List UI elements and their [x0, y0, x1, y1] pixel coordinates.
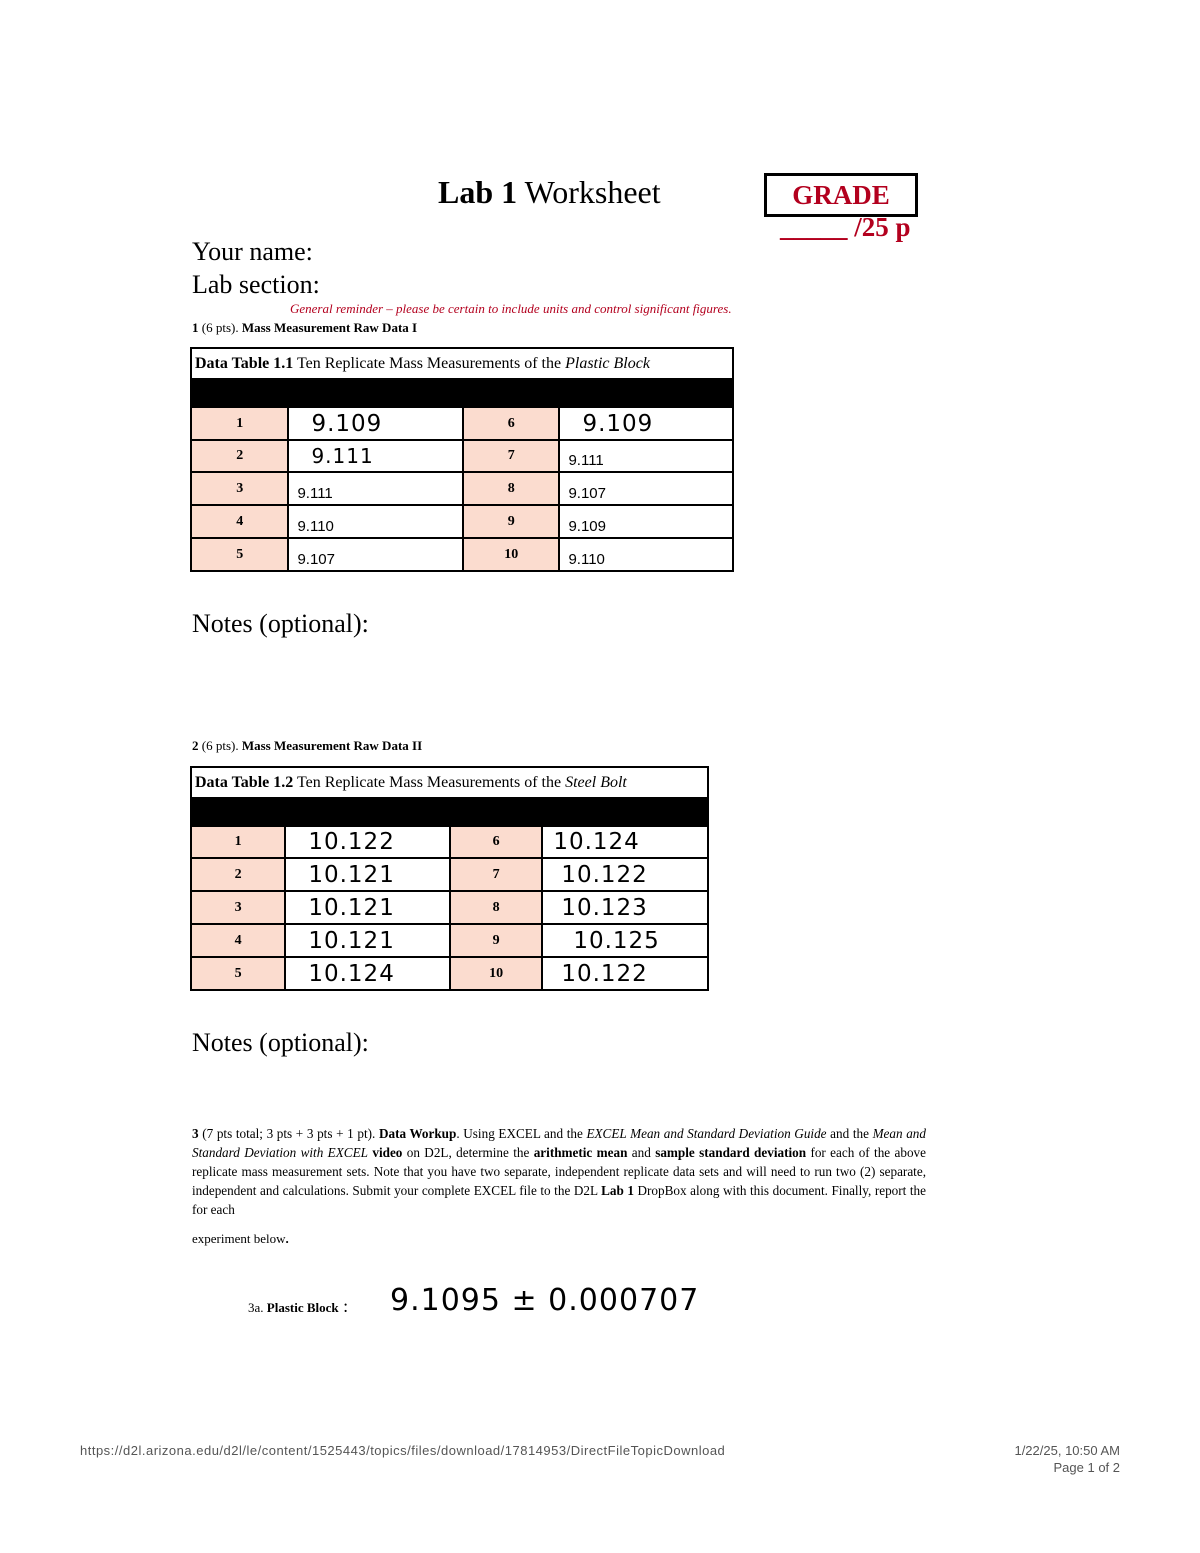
row-number: 9	[463, 505, 560, 538]
q2-heading: 2 (6 pts). Mass Measurement Raw Data II	[192, 738, 423, 753]
grade-points: _____ /25 p	[780, 212, 911, 242]
row-number: 7	[450, 858, 542, 891]
table-row	[191, 505, 733, 538]
mass-value: 10.123	[542, 891, 708, 924]
q3-instructions-tail: experiment below.	[192, 1231, 289, 1246]
table-row	[191, 472, 733, 505]
table-caption: Data Table 1.2 Ten Replicate Mass Measurements of the Steel Bolt	[191, 767, 708, 798]
row-number: 9	[450, 924, 542, 957]
grade-label: GRADE	[792, 179, 890, 210]
row-number: 8	[463, 472, 560, 505]
q3-instructions: 3 (7 pts total; 3 pts + 3 pts + 1 pt). Data Workup. Using EXCEL and the EXCEL Mean and Standard Deviation Guide and the Mean and Standard Deviation with EXCEL video on D2L, determine the arithmetic mean and sample standard deviation for each of the above replicate mass measurement sets. Note that you have two separate, independent replicate data sets and will need to run two (2) separate, independent and calculations. Submit your complete EXCEL file to the D2L Lab 1 DropBox along with this document. Finally, report the for each	[192, 1126, 927, 1217]
mass-value: 10.122	[285, 826, 450, 858]
name-label: Your name:	[192, 237, 313, 266]
q1-notes-label: Notes (optional):	[192, 609, 369, 638]
table-row	[191, 440, 733, 472]
row-number: 1	[191, 407, 288, 440]
q3a-answer: 9.1095 ± 0.000707	[390, 1283, 700, 1318]
row-number: 4	[191, 505, 288, 538]
row-number: 8	[450, 891, 542, 924]
row-number: 1	[191, 826, 285, 858]
footer-page-number: Page 1 of 2	[1053, 1460, 1120, 1475]
mass-value: 9.111	[288, 472, 463, 505]
row-number: 4	[191, 924, 285, 957]
data-table-1-1	[190, 347, 734, 572]
general-reminder: General reminder – please be certain to include units and control significant figures.	[290, 301, 732, 316]
table-row	[191, 407, 733, 440]
page-title: Lab 1 Worksheet	[438, 174, 661, 210]
mass-value: 10.121	[285, 858, 450, 891]
table-header-bar	[191, 798, 708, 826]
row-number: 5	[191, 538, 288, 571]
footer-datetime: 1/22/25, 10:50 AM	[1014, 1443, 1120, 1458]
row-number: 10	[463, 538, 560, 571]
table-row	[191, 858, 708, 891]
mass-value: 9.109	[559, 407, 733, 440]
table-header-bar	[191, 379, 733, 407]
q1-heading: 1 (6 pts). Mass Measurement Raw Data I	[192, 320, 418, 335]
row-number: 2	[191, 858, 285, 891]
mass-value: 9.111	[288, 440, 463, 472]
row-number: 2	[191, 440, 288, 472]
q2-notes-label: Notes (optional):	[192, 1028, 369, 1057]
mass-value: 10.121	[285, 924, 450, 957]
data-table-1-2	[190, 766, 709, 991]
row-number: 3	[191, 472, 288, 505]
mass-value: 10.124	[542, 826, 708, 858]
row-number: 3	[191, 891, 285, 924]
mass-value: 9.110	[288, 505, 463, 538]
table-row	[191, 924, 708, 957]
table-row	[191, 891, 708, 924]
mass-value: 9.111	[559, 440, 733, 472]
table-row	[191, 538, 733, 571]
table-caption: Data Table 1.1 Ten Replicate Mass Measurements of the Plastic Block	[191, 348, 733, 379]
row-number: 10	[450, 957, 542, 990]
mass-value: 9.109	[559, 505, 733, 538]
mass-value: 10.121	[285, 891, 450, 924]
mass-value: 10.125	[542, 924, 708, 957]
row-number: 6	[450, 826, 542, 858]
mass-value: 9.110	[559, 538, 733, 571]
mass-value: 10.122	[542, 957, 708, 990]
footer-url: https://d2l.arizona.edu/d2l/le/content/1525443/topics/files/download/17814953/DirectFileTopicDownload	[80, 1443, 726, 1458]
section-label: Lab section:	[192, 270, 320, 299]
mass-value: 9.109	[288, 407, 463, 440]
mass-value: 9.107	[288, 538, 463, 571]
mass-value: 10.122	[542, 858, 708, 891]
q3a-label: 3a. Plastic Block :	[248, 1296, 349, 1316]
table-row	[191, 826, 708, 858]
row-number: 7	[463, 440, 560, 472]
grade-box	[764, 173, 918, 217]
row-number: 5	[191, 957, 285, 990]
row-number: 6	[463, 407, 560, 440]
table-row	[191, 957, 708, 990]
mass-value: 10.124	[285, 957, 450, 990]
mass-value: 9.107	[559, 472, 733, 505]
